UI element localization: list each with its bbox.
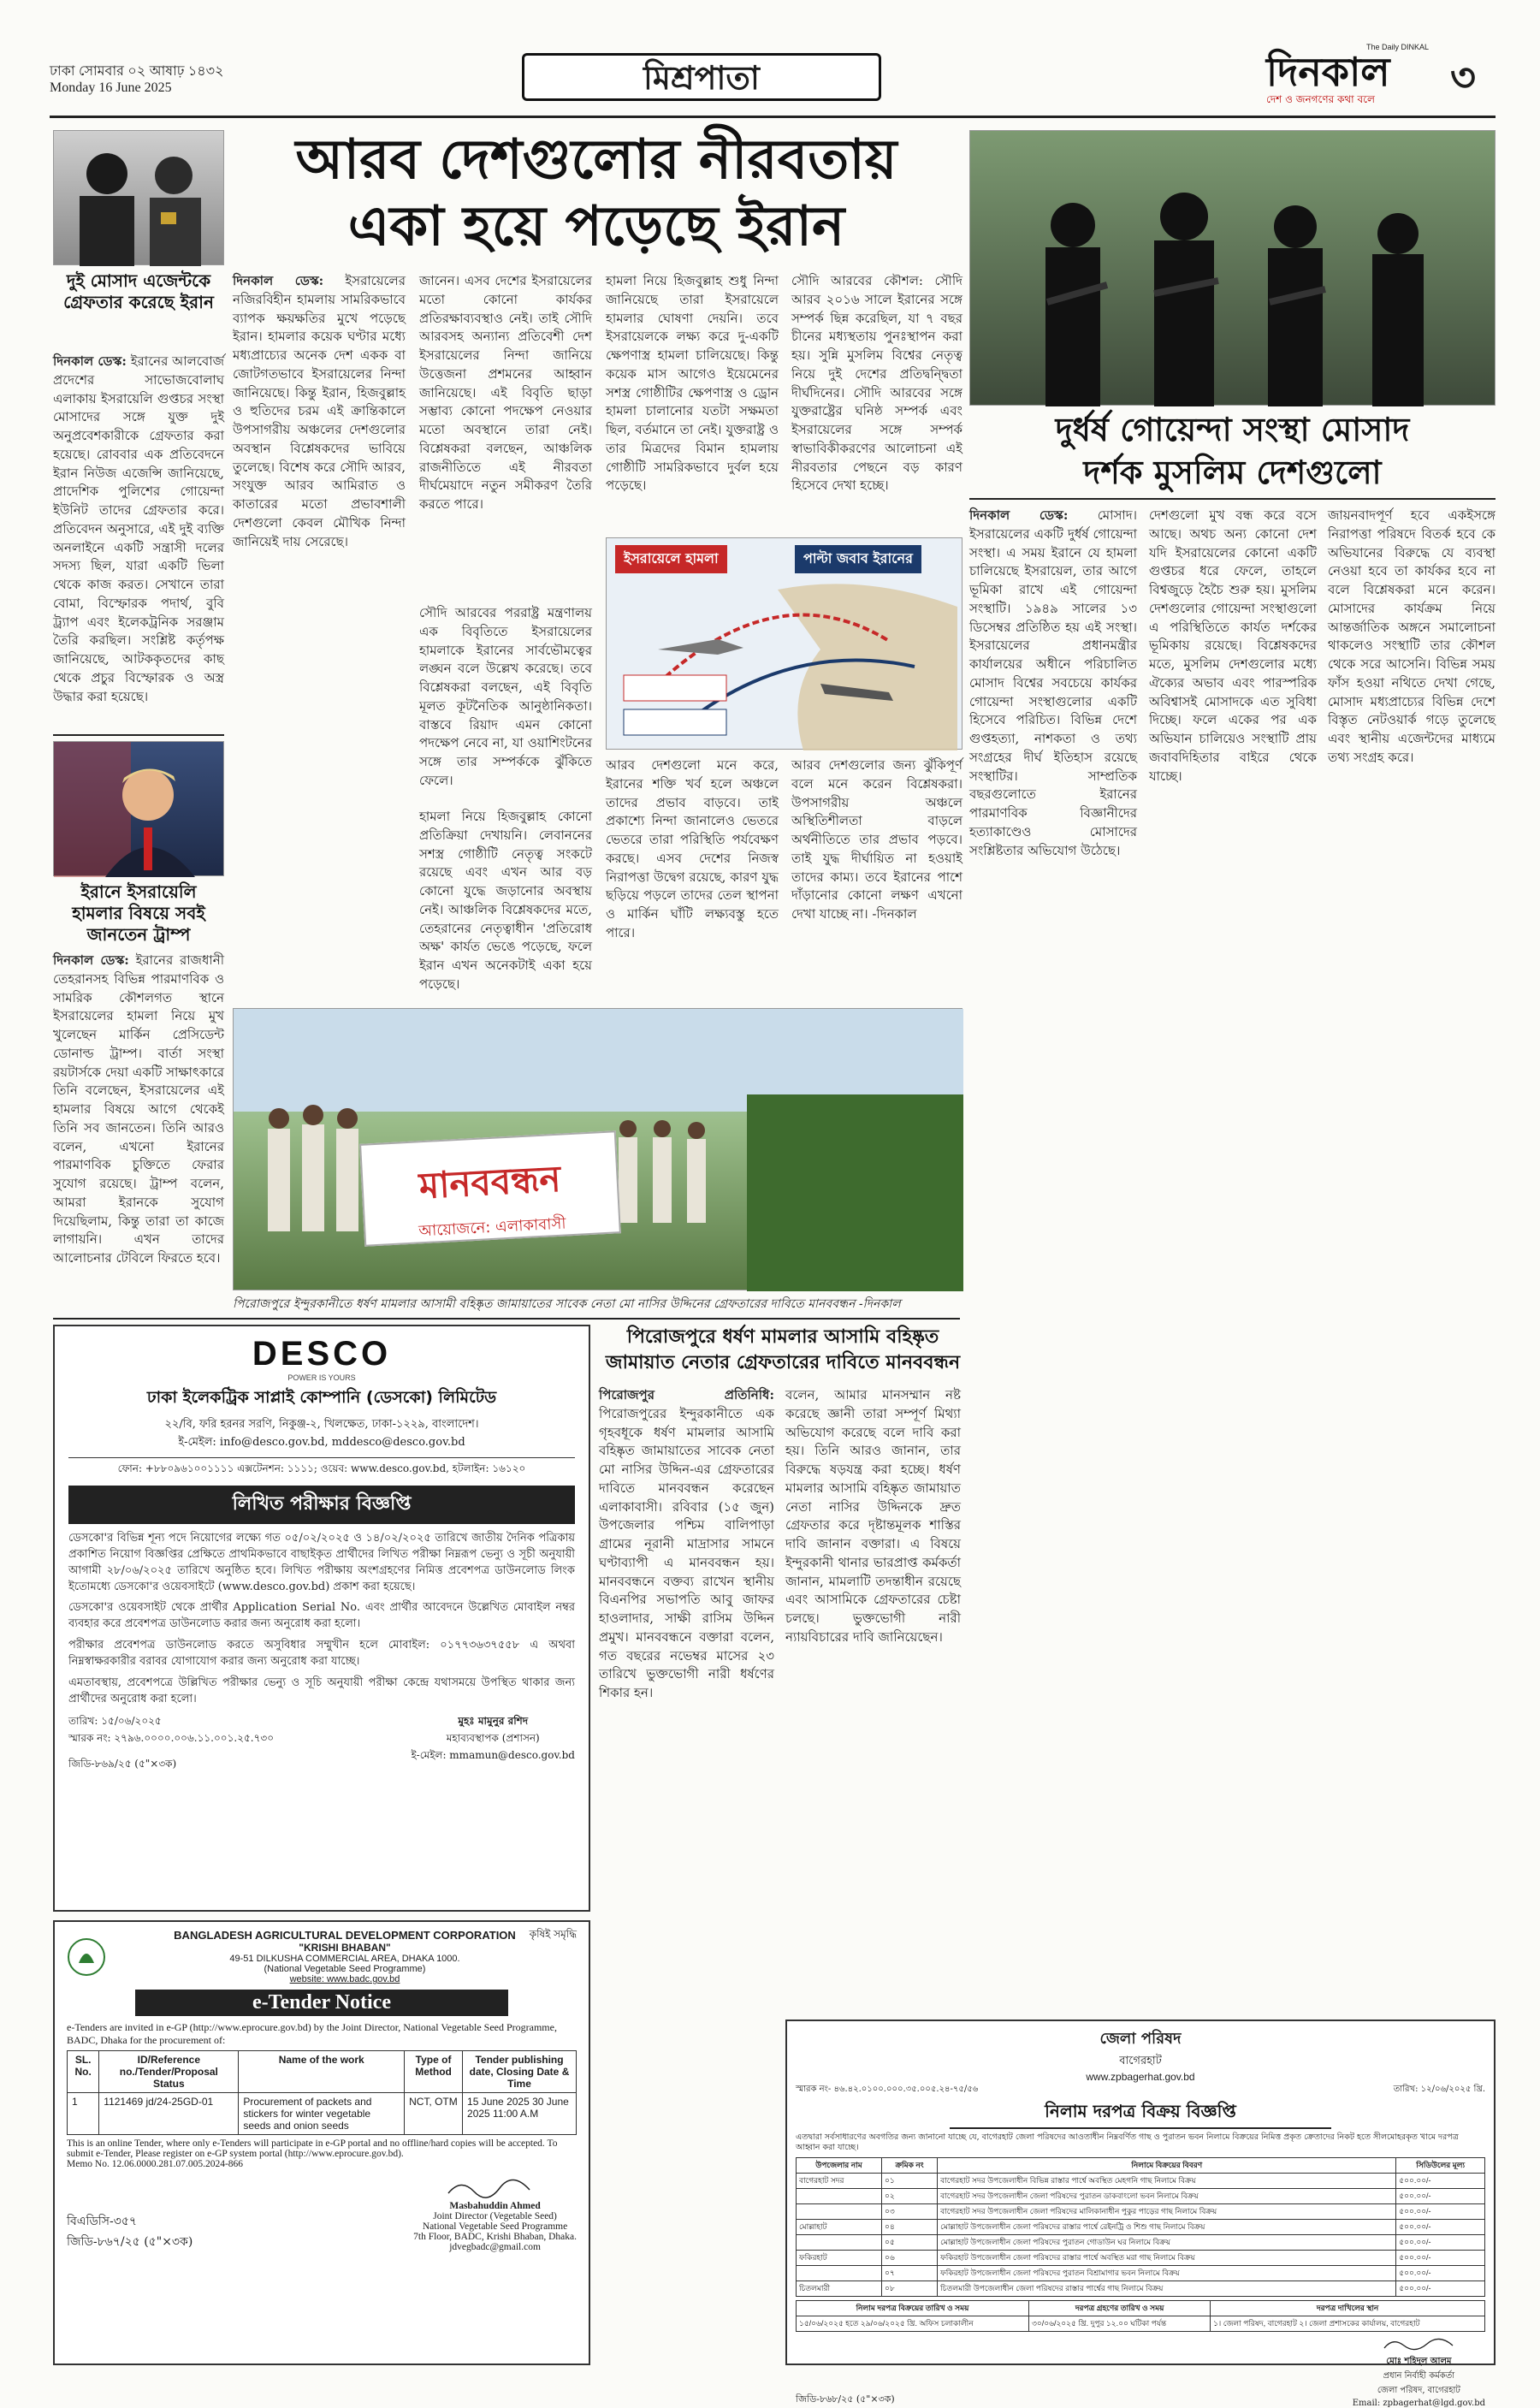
desco-footer: জিডি-৮৬৯/২৫ (৫"×৩ক) (68, 1758, 177, 1770)
soldiers-figure-icon (970, 131, 1496, 406)
zilla-td: মোল্লাহাট উপজেলাধীন জেলা পরিষদের রাস্তার পার্শ্বে রেইনট্রি ও শিশু গাছ নিলামে বিক্রয় (938, 2219, 1396, 2234)
paper-tagline: দেশ ও জনগণের কথা বলে (1266, 93, 1375, 105)
zilla-td: বাগেরহাট সদর উপজেলাধীন বিভিন্ন রাস্তার পার্শ্বে অবস্থিত মেহগনি গাছ নিলামে বিক্রয় (938, 2173, 1396, 2188)
zilla-th: নিলাম দরপত্র বিক্রয়ের তারিখ ও সময় (797, 2300, 1029, 2316)
zilla-footer: জিডি-৮৬৮/২৫ (৫"×৩ক) (796, 2393, 895, 2405)
mossad-col3: জায়নবাদপূর্ণ হবে একইসঙ্গে নিরাপত্তা পরিষদে বিতর্ক হবে কে অভিযানের বিরুদ্ধে যে ব্যবস্থা নেওয়া হবে তা কার্যকর হবে না বলে বিশ্লেষকরা মনে করেন। মোসাদের কার্যক্রম নিয়ে আন্তর্জাতিক অঙ্গনে সমালোচনা থাকলেও সংস্থাটি তার কৌশল থেকে সরে আসেনি। বিভিন্ন সময় ফাঁস হওয়া নথিতে দেখা গেছে, মোসাদ মধ্যপ্রাচ্যের বিভিন্ন দেশে বিস্তৃত নেটওয়ার্ক গড়ে তুলেছে এবং স্থানীয় এজেন্টদের মাধ্যমে তথ্য সংগ্রহ করে। (1328, 507, 1496, 765)
zilla-td: ৫০০.০০/- (1396, 2173, 1485, 2188)
masthead-date-bn: ঢাকা সোমবার ০২ আষাঢ় ১৪৩২ (50, 64, 224, 79)
banner-text: মানববন্ধন (418, 1157, 562, 1207)
zilla-signer-email: Email: zpbagerhat@lgd.gov.bd (1352, 2398, 1485, 2408)
zilla-td: মোল্লাহাট উপজেলাধীন জেলা পরিষদের পুরাতন গোডাউন ঘর নিলামে বিক্রয় (938, 2234, 1396, 2250)
left-story2-body (53, 952, 224, 1294)
pirojpur-col1 (599, 1386, 774, 2353)
mossad-agents-photo (53, 130, 224, 265)
zilla-td: ৫০০.০০/- (1396, 2265, 1485, 2280)
zilla-td: ৫০০.০০/- (1396, 2203, 1485, 2219)
mossad-headline-line2: দর্শক মুসলিম দেশগুলো (1083, 454, 1382, 491)
main-col8: আরব দেশগুলোর জন্য ঝুঁকিপূর্ণ বলে মনে করেন বিশ্লেষকরা। উপসাগরীয় অঞ্চলে অস্থিতিশীলতা বাড়লে অর্থনীতিতে তার প্রভাব পড়বে। তাই যুদ্ধ দীর্ঘায়িত না হওয়াই তাদের কাম্য। তবে ইরানের পাশে দাঁড়ানোর কোনো লক্ষণ এখনো দেখা যাচ্ছে না। -দিনকাল (791, 757, 962, 922)
zilla-td: ০৭ (881, 2265, 937, 2280)
main-col7: আরব দেশগুলো মনে করে, ইরানের শক্তি খর্ব হলে অঞ্চলে তাদের প্রভাব বাড়বে। তাই প্রকাশ্যে নিন্দা জানালেও ভেতরে ভেতরে তারা পরিস্থিতি পর্যবেক্ষণ করছে। এসব দেশের নিজস্ব নিরাপত্তা উদ্বেগ রয়েছে, কারণ যুদ্ধ ছড়িয়ে পড়লে তাদের তেল স্থাপনা ও মার্কিন ঘাঁটি লক্ষ্যবস্তু হতে পারে। (606, 757, 779, 940)
table-row (797, 2203, 1485, 2219)
desco-email: ই-মেইল: info@desco.gov.bd, mddesco@desco.gov.bd (178, 1436, 465, 1449)
desco-signer-email: ই-মেইল: mmamun@desco.gov.bd (411, 1749, 575, 1762)
table-row (68, 2093, 577, 2135)
section-title-text: মিশ্রপাতা (643, 59, 760, 97)
zilla-td: ১। জেলা পরিষদ, বাগেরহাট ২। জেলা প্রশাসকের কার্যালয়, বাগেরহাট (1211, 2316, 1485, 2331)
zilla-table (796, 2157, 1485, 2297)
iran-israel-graphic (606, 537, 962, 750)
lower-rule (53, 1318, 960, 1320)
human-chain-photo (233, 1008, 962, 1290)
zilla-table-header (797, 2157, 1485, 2173)
badc-td: 1121469 jd/24-25GD-01 (99, 2093, 239, 2135)
desco-notice-title: লিখিত পরীক্ষার বিজ্ঞপ্তি (68, 1486, 575, 1524)
left-story1-byline: দিনকাল ডেস্ক: (53, 353, 127, 369)
zilla-td: ৩০/০৬/২০২৫ খ্রি. দুপুর ১২.০০ ঘটিকা পর্যন্ত (1029, 2316, 1211, 2331)
trump-photo (53, 741, 224, 876)
main-byline: দিনকাল ডেস্ক: (233, 273, 324, 288)
badc-programme: (National Vegetable Seed Programme) (264, 1964, 426, 1974)
left-story1-body (53, 353, 224, 729)
badc-th: Type of Method (405, 2051, 463, 2093)
commandos-photo (969, 130, 1496, 406)
zilla-td: চিতলমারী উপজেলাধীন জেলা পরিষদের রাস্তার পার্শ্বের গাছ নিলামে বিক্রয় (938, 2280, 1396, 2296)
zilla-td: ৫০০.০০/- (1396, 2219, 1485, 2234)
graphic-subtitle-text: পাল্টা জবাব ইরানের (803, 550, 913, 566)
graphic-title-text: ইসরায়েলে হামলা (624, 550, 719, 566)
zilla-td: বাগেরহাট সদর (797, 2173, 882, 2188)
zilla-td: বাগেরহাট সদর উপজেলাধীন জেলা পরিষদের পুরাতন ডাকবাংলো ভবন নিলামে বিক্রয় (938, 2188, 1396, 2203)
zilla-schedule-table (796, 2300, 1485, 2332)
masthead-date-en: Monday 16 June 2025 (50, 80, 172, 95)
zilla-signer-title: প্রধান নির্বাহী কর্মকর্তা (1383, 2370, 1455, 2381)
page-number: ৩ (1450, 54, 1476, 100)
main-col2: জানেন। এসব দেশের ইসরায়েলের মতো কোনো কার্যকর প্রতিরক্ষাব্যবস্থাও নেই। তাই সৌদি আরবসহ অন্যান্য প্রতিবেশী দেশ ইসরায়েলের নিন্দা জানিয়ে উত্তেজনা প্রশমনের আহ্বান জানিয়েছে। এই বিবৃতি ছাড়া সম্ভাব্য কোনো পদক্ষেপ নেওয়ার মতো অবস্থানে তারা নেই। বিশ্লেষকরা বলছেন, আঞ্চলিক রাজনীতিতে এই নীরবতা দীর্ঘমেয়াদে নতুন সমীকরণ তৈরি করতে পারে। (419, 273, 592, 512)
badc-signer-addr: 7th Floor, BADC, Krishi Bhaban, Dhaka. (413, 2232, 577, 2242)
table-row (797, 2219, 1485, 2234)
zilla-th: দরপত্র গ্রহণের তারিখ ও সময় (1029, 2300, 1211, 2316)
badc-ad (53, 1920, 590, 2365)
map-graphic-icon (607, 538, 963, 750)
zilla-td: ফকিরহাট উপজেলাধীন জেলা পরিষদের পুরাতন বিশ্রামাগার ভবন নিলামে বিক্রয় (938, 2265, 1396, 2280)
mossad-headline-line1: দুর্ধর্ষ গোয়েন্দা সংস্থা মোসাদ (1055, 411, 1410, 448)
zilla-schedule-header (797, 2300, 1485, 2316)
badc-signature-block (67, 2176, 577, 2252)
zilla-signer: মোঃ শহিদুল আলম (1386, 2356, 1452, 2366)
main-col4: সৌদি আরবের কৌশল: সৌদি আরব ২০১৬ সালে ইরানের সঙ্গে সম্পর্ক ছিন্ন করেছিল, যা ৭ বছর চীনের মধ্যস্থতায় পুনঃস্থাপন করা হয়। সুন্নি মুসলিম বিশ্বের নেতৃত্ব নিয়ে দুই দেশের প্রতিদ্বন্দ্বিতা দীর্ঘদিনের। সৌদি আরবের সঙ্গে যুক্তরাষ্ট্রের ঘনিষ্ঠ সম্পর্ক এবং ইসরায়েলের সঙ্গে সম্পর্ক স্বাভাবিকীকরণের আলোচনা এই নীরবতার পেছনে বড় কারণ হিসেবে দেখা হচ্ছে। (791, 273, 962, 494)
banner-sub: আয়োজনে: এলাকাবাসী (418, 1214, 566, 1241)
badc-building: "KRISHI BHABAN" (299, 1942, 391, 1954)
zilla-td (797, 2188, 882, 2203)
mossad-col1 (969, 507, 1137, 1491)
desco-logo-sub: POWER IS YOURS (287, 1373, 356, 1382)
mossad-col2: দেশগুলো মুখ বন্ধ করে বসে আছে। অথচ অন্য কোনো দেশ যদি ইসরায়েলের কোনো একটি গুপ্তচর ধরে ফেলে, তাহলে বিশ্বজুড়ে হৈচৈ শুরু হয়। মুসলিম দেশগুলোর গোয়েন্দা সংস্থাগুলো এ পরিস্থিতিতে কার্যত দর্শকের ভূমিকায় রয়েছে। বিশ্লেষকদের মতে, মুসলিম দেশগুলোর মধ্যে ঐক্যের অভাব এবং পারস্পরিক অবিশ্বাসই মোসাদকে এত সুবিধা দিচ্ছে। ফলে একের পর এক অভিযান চালিয়েও সংস্থাটি প্রায় জবাবদিহিতার বাইরে থেকে যাচ্ছে। (1149, 507, 1317, 784)
badc-table (67, 2050, 577, 2135)
zilla-td: ০৩ (881, 2203, 937, 2219)
photo-caption: পিরোজপুরে ইন্দুরকানীতে ধর্ষণ মামলার আসামী বহিষ্কৃত জামায়াতের সাবেক নেতা মো নাসির উদ্দিনের গ্রেফতারের দাবিতে মানববন্ধন -দিনকাল (233, 1297, 901, 1311)
zilla-date: তারিখ: ১২/০৬/২০২৫ খ্রি. (1393, 2085, 1485, 2094)
zilla-td: ০৮ (881, 2280, 937, 2296)
paper-logo (1266, 43, 1446, 120)
desco-signature-block (68, 1714, 575, 1774)
section-title (522, 53, 881, 101)
badc-th: ID/Reference no./Tender/Proposal Status (99, 2051, 239, 2093)
zilla-th: দরপত্র দাখিলের স্থান (1211, 2300, 1485, 2316)
main-col3: হামলা নিয়ে হিজবুল্লাহ শুধু নিন্দা জানিয়েছে তারা ইসরায়েলে হামলার ঘোষণা দেয়নি। তবে ইসরায়েলকে লক্ষ্য করে দু-একটি ক্ষেপণাস্ত্র হামলা চালিয়েছে। কিন্তু কয়েক মাস আগেও ইয়েমেনের সশস্ত্র গোষ্ঠীটির ক্ষেপণাস্ত্র ও ড্রোন হামলা চালানোর যতটা সক্ষমতা ছিল, বর্তমানে তা নেই। যুক্তরাষ্ট্র ও তার মিত্রদের বিমান হামলায় গোষ্ঠীটি সামরিকভাবে দুর্বল হয়ে পড়েছে। (606, 273, 779, 494)
desco-phone: ফোন: +৮৮০৯৬১০০১১১১ এক্সটেনশন: ১১১১; ওয়েব: www.desco.gov.bd, হটলাইন: ১৬১২০ (68, 1457, 575, 1479)
zilla-td: চিতলমারী (797, 2280, 882, 2296)
zilla-td (797, 2265, 882, 2280)
zilla-td: ০৫ (881, 2234, 937, 2250)
badc-logo-icon (67, 1937, 106, 1977)
zilla-td: ০১ (881, 2173, 937, 2188)
desco-memo: স্মারক নং: ২৭৯৬.০০০০.০০৬.১১.০০১.২৫.৭৩০ (68, 1732, 275, 1745)
badc-th: SL. No. (68, 2051, 99, 2093)
main-col1 (233, 272, 406, 803)
mossad-byline: দিনকাল ডেস্ক: (969, 507, 1069, 523)
agent-figure-icon (54, 131, 225, 266)
badc-signer: Masbahuddin Ahmed (449, 2201, 541, 2211)
badc-top-right: কৃষিই সমৃদ্ধি (529, 1928, 577, 1940)
zilla-td: ৫০০.০০/- (1396, 2234, 1485, 2250)
zilla-title: নিলাম দরপত্র বিক্রয় বিজ্ঞপ্তি (950, 2099, 1331, 2129)
paper-name: দিনকাল (1266, 49, 1390, 95)
badc-memo: Memo No. 12.06.0000.281.07.005.2024-866 (67, 2159, 244, 2169)
desco-body1: ডেসকো'র বিভিন্ন শূন্য পদে নিয়োগের লক্ষ্যে গত ০৫/০২/২০২৫ ও ১৪/০২/২০২৫ তারিখে জাতীয় দৈনিক পত্রিকায় প্রকাশিত নিয়োগ বিজ্ঞপ্তির প্রেক্ষিতে প্রাথমিকভাবে বাছাইকৃত প্রার্থীদের লিখিত পরীক্ষা নিম্নরূপ ভেন্যু ও সূচী অনুযায়ী আগামী ২৮/০৬/২০২৫ তারিখে অনুষ্ঠিত হবে। লিখিত পরীক্ষায় অংশগ্রহণের নিমিত্ত প্রবেশপত্র ডাউনলোড লিংক ইতোমধ্যে ডেসকো'র ওয়েবসাইটে (www.desco.gov.bd) প্রকাশ করা হয়েছে। (68, 1532, 575, 1593)
main-col6: সৌদি আরবের পররাষ্ট্র মন্ত্রণালয় এক বিবৃতিতে ইসরায়েলের হামলাকে ইরানের সার্বভৌমত্বের লঙ্ঘন বলে উল্লেখ করেছে। তবে বিশ্লেষকরা বলছেন, এই বিবৃতি মূলত কূটনৈতিক আনুষ্ঠানিকতা। বাস্তবে রিয়াদ এমন কোনো পদক্ষেপ নেবে না, যা ওয়াশিংটনের সঙ্গে তার সম্পর্ককে ঝুঁকিতে ফেলে। (419, 605, 592, 788)
zilla-td: বাগেরহাট সদর উপজেলাধীন জেলা পরিষদের মালিকানাধীন পুকুর পাড়ের গাছ নিলামে বিক্রয় (938, 2203, 1396, 2219)
signature-icon (444, 2176, 547, 2198)
signature-icon (1380, 2335, 1457, 2352)
table-row (797, 2265, 1485, 2280)
table-row (797, 2316, 1485, 2331)
left-story2-text: ইরানের রাজধানী তেহরানসহ বিভিন্ন পারমাণবিক ও সামরিক কৌশলগত স্থানে ইসরায়েলের হামলা নিয়ে মুখ খুলেছেন মার্কিন প্রেসিডেন্ট ডোনাল্ড ট্রাম্প। বার্তা সংস্থা রয়টার্সকে দেয়া একটি সাক্ষাৎকারে তিনি বলেছেন, ইসরায়েলের এই হামলার বিষয়ে আগে থেকেই তিনি সব জানতেন। তিনি আরও বলেন, এখনো ইরানের পারমাণবিক চুক্তিতে ফেরার সুযোগ রয়েছে। ট্রাম্প বলেন, আমরা ইরানকে সুযোগ দিয়েছিলাম, কিন্তু তারা তা কাজে লাগায়নি। এখন তাদের আলোচনার টেবিলে ফিরতে হবে। (53, 952, 224, 1266)
badc-signer-prog: National Vegetable Seed Programme (422, 2221, 568, 2232)
main-col1-text: ইসরায়েলের নজিরবিহীন হামলায় সামরিকভাবে ব্যাপক ক্ষয়ক্ষতির মুখে পড়েছে ইরান। হামলার কয়েক ঘণ্টার মধ্যে মধ্যপ্রাচ্যের অনেক দেশ একক বা জোটগতভাবে ইসরায়েলের নিন্দা জানিয়েছে। কিন্তু ইরান, হিজবুল্লাহ ও হুতিদের চরম এই ক্রান্তিকালে উপসাগরীয় অঞ্চলের দেশগুলোর অবস্থান বিশ্লেষকদের ভাবিয়ে তুলেছে। বিশেষ করে সৌদি আরব, সংযুক্ত আরব আমিরাত ও কাতারের মতো প্রভাবশালী দেশগুলো কেবল মৌখিক নিন্দা জানিয়েই দায় সেরেছে। (233, 273, 406, 549)
zilla-td: ১৫/০৬/২০২৫ হতে ২৯/০৬/২০২৫ খ্রি. অফিস চলাকালীন (797, 2316, 1029, 2331)
zilla-td: মোল্লাহাট (797, 2219, 882, 2234)
badc-th: Name of the work (239, 2051, 405, 2093)
desco-signer-title: মহাব্যবস্থাপক (প্রশাসন) (446, 1732, 540, 1745)
protest-banner (359, 1130, 621, 1247)
zilla-th: নিলামে বিক্রয়ের বিবরণ (938, 2157, 1396, 2173)
desco-logo-text: DESCO (252, 1335, 392, 1373)
pirojpur-col2: বলেন, আমার মানসম্মান নষ্ট করেছে জ্ঞানী তারা সম্পূর্ণ মিথ্যা অভিযোগ করেছে বলে দাবি করা হয়। তিনি আরও জানান, তার বিরুদ্ধে ষড়যন্ত্র করা হচ্ছে। ধর্ষণ মামলার আসামি বহিষ্কৃত জামায়াত নেতা নাসির উদ্দিনকে দ্রুত গ্রেফতার করে দৃষ্টান্তমূলক শাস্তির দাবি জানান বক্তারা। এ বিষয়ে ইন্দুরকানী থানার ভারপ্রাপ্ত কর্মকর্তা জানান, মামলাটি তদন্তাধীন রয়েছে এবং আসামিকে গ্রেফতারের চেষ্টা চলছে। ভুক্তভোগী নারী ন্যায়বিচারের দাবি জানিয়েছেন। (785, 1387, 961, 1645)
paper-name-en: The Daily DINKAL (1365, 43, 1429, 51)
table-row (797, 2188, 1485, 2203)
badc-bottom1: বিএডিসি-৩৫৭ (67, 2215, 138, 2228)
desco-body4: এমতাবস্থায়, প্রবেশপত্রে উল্লিখিত পরীক্ষার ভেন্যু ও সূচি অনুযায়ী পরীক্ষা কেন্দ্রে যথাসময়ে উপস্থিত থাকার জন্য প্রার্থীদের অনুরোধ করা হলো। (68, 1676, 575, 1705)
zilla-signature-block (796, 2335, 1485, 2408)
zilla-td: ০২ (881, 2188, 937, 2203)
zilla-td (797, 2203, 882, 2219)
left-story2-byline: দিনকাল ডেস্ক: (53, 952, 129, 968)
badc-website: website: www.badc.gov.bd (289, 1974, 400, 1984)
desco-date: তারিখ: ১৫/০৬/২০২৫ (68, 1715, 162, 1728)
main-headline-line1: আরব দেশগুলোর নীরবতায় (295, 128, 897, 192)
left-divider (53, 734, 224, 736)
desco-company: ঢাকা ইলেকট্রিক সাপ্লাই কোম্পানি (ডেসকো) লিমিটেড (146, 1388, 497, 1407)
badc-td: Procurement of packets and stickers for winter vegetable seeds and onion seeds (239, 2093, 405, 2135)
masthead-rule (50, 116, 1496, 118)
main-headline-line2: একা হয়ে পড়েছে ইরান (347, 195, 845, 258)
badc-org: BANGLADESH AGRICULTURAL DEVELOPMENT CORPORATION (174, 1929, 516, 1942)
badc-th: Tender publishing date, Closing Date & Time (463, 2051, 577, 2093)
zilla-td: ৫০০.০০/- (1396, 2250, 1485, 2265)
zilla-header (796, 2026, 1485, 2083)
zilla-td: ০৬ (881, 2250, 937, 2265)
badc-signer-email: jdvegbadc@gmail.com (449, 2242, 541, 2252)
mossad-col1-text: মোসাদ। ইসরায়েলের একটি দুর্ধর্ষ গোয়েন্দা সংস্থা। এ সময় ইরানে যে হামলা চালিয়েছে ইসরায়েল, তার আগে ভূমিকা রাখে এই গোয়েন্দা সংস্থাটি। ১৯৪৯ সালের ১৩ ডিসেম্বর প্রতিষ্ঠিত হয় এই সংস্থা। ইসরায়েলের প্রধানমন্ত্রীর কার্যালয়ের অধীনে পরিচালিত মোসাদ বিশ্বের সবচেয়ে কার্যকর গোয়েন্দা সংস্থাগুলোর একটি হিসেবে পরিচিত। বিভিন্ন দেশে গুপ্তহত্যা, নাশকতা ও তথ্য সংগ্রহের দীর্ঘ ইতিহাস রয়েছে সংস্থাটির। সাম্প্রতিক বছরগুলোতে ইরানের পারমাণবিক বিজ্ঞানীদের হত্যাকাণ্ডেও মোসাদের সংশ্লিষ্টতার অভিযোগ উঠেছে। (969, 507, 1137, 858)
table-row (797, 2250, 1485, 2265)
badc-bottom2: জিডি-৮৬৭/২৫ (৫"×৩ক) (67, 2235, 193, 2249)
desco-body2: ডেসকো'র ওয়েবসাইট থেকে প্রার্থীর Application Serial No. এবং প্রার্থীর আবেদনে উল্লেখিত মোবাইল নম্বর ব্যবহার করে প্রবেশপত্র ডাউনলোড করার জন্য অনুরোধ করা হলো। (68, 1601, 575, 1631)
main-col5-c: হামলা নিয়ে হিজবুল্লাহ কোনো প্রতিক্রিয়া দেখায়নি। লেবাননের সশস্ত্র গোষ্ঠীটি নেতৃত্ব সংকটে রয়েছে এবং এখন আর বড় কোনো যুদ্ধে জড়ানোর অবস্থায় নেই। আঞ্চলিক বিশ্লেষকদের মতে, তেহরানের নেতৃত্বাধীন 'প্রতিরোধ অক্ষ' কার্যত ভেঙে পড়েছে, ফলে ইরান এখন অনেকটাই একা হয়ে পড়েছে। (419, 809, 592, 992)
table-row (797, 2173, 1485, 2188)
zilla-td: ৫০০.০০/- (1396, 2280, 1485, 2296)
badc-title: e-Tender Notice (135, 1990, 508, 2016)
pirojpur-col1-text: পিরোজপুরের ইন্দুরকানীতে এক গৃহবধূকে ধর্ষণ মামলার আসামি বহিষ্কৃত জামায়াতের সাবেক নেতা মো নাসির উদ্দিন-এর গ্রেফতারের দাবিতে মানববন্ধন করেছেন এলাকাবাসী। রবিবার (১৫ জুন) উপজেলার পশ্চিম বালিপাড়া গ্রামের নূরানী মাদ্রাসার সামনে ঘণ্টাব্যাপী এ মানববন্ধন হয়। মানববন্ধনে বক্তব্য রাখেন স্থানীয় বিএনপির সভাপতি আবু জাফর হাওলাদার, সাক্ষী রাসিম উদ্দিন প্রমুখ। মানববন্ধনে বক্তারা বলেন, গত বছরের নভেম্বর মাসের ২৩ তারিখে ভুক্তভোগী নারী ধর্ষণের শিকার হন। (599, 1405, 774, 1700)
zilla-ad (785, 2020, 1496, 2408)
zilla-intro: এতদ্বারা সর্বসাধারণের অবগতির জন্য জানানো যাচ্ছে যে, বাগেরহাট জেলা পরিষদের আওতাধীন নিম্নবর্ণিত গাছ ও পুরাতন ভবন নিলামে বিক্রয়ের নিমিত্ত প্রকৃত ক্রেতাদের নিকট হতে সীলমোহরকৃত খামে দরপত্র আহ্বান করা যাচ্ছে। (796, 2132, 1459, 2153)
zilla-memo-row (796, 2083, 1485, 2097)
badc-note: This is an online Tender, where only e-Tenders will participate in e-GP portal and no offline/hard copies will be accepted. To submit e-Tender, Please register on e-GP system portal (http://www.eprocure.gov.bd). (67, 2138, 558, 2159)
desco-ad (53, 1325, 590, 1912)
table-row (797, 2234, 1485, 2250)
zilla-td: ফকিরহাট (797, 2250, 882, 2265)
badc-td: 1 (68, 2093, 99, 2135)
left-story2-headline: ইরানে ইসরায়েলি হামলার বিষয়ে সবই জানতেন ট্রাম্প (72, 881, 205, 945)
left-story1-text: ইরানের আলবোর্জ প্রদেশের সাভোজবোলাঘ এলাকায় ইসরায়েলি গুপ্তচর সংস্থা মোসাদের সঙ্গে যুক্ত দুই অনুপ্রবেশকারীকে গ্রেফতার করা হয়েছে। রোববার এক প্রতিবেদনে ইরান নিউজ এজেন্সি জানিয়েছে, প্রাদেশিক পুলিশের গোয়েন্দা ইউনিট তাদের গ্রেফতার করে। প্রতিবেদন অনুসারে, এই দুই ব্যক্তি অনলাইনে একটি সন্ত্রাসী দলের সদস্য ছিল, যারা একটি ভিলা থেকে কাজ করত। সেখানে তারা বোমা, বিস্ফোরক পদার্থ, বুবি ট্র্যাপ এবং ইলেকট্রনিক সরঞ্জাম তৈরি করছিল। সংশ্লিষ্ট কর্তৃপক্ষ জানিয়েছে, আটককৃতদের কাছ থেকে প্রচুর বিস্ফোরক ও অস্ত্র উদ্ধার করা হয়েছে। (53, 353, 224, 704)
pirojpur-byline: পিরোজপুর প্রতিনিধি: (599, 1387, 774, 1403)
pirojpur-headline: পিরোজপুরে ধর্ষণ মামলার আসামি বহিষ্কৃত জামায়াত নেতার গ্রেফতারের দাবিতে মানববন্ধন (605, 1326, 961, 1373)
badc-signer-title: Joint Director (Vegetable Seed) (433, 2211, 557, 2221)
zilla-website: www.zpbagerhat.gov.bd (1086, 2071, 1195, 2083)
zilla-signer-org: জেলা পরিষদ, বাগেরহাট (1377, 2385, 1460, 2395)
left-story1-headline: দুই মোসাদ এজেন্টকে গ্রেফতার করেছে ইরান (63, 270, 214, 312)
desco-signer: মুহঃ মামুনুর রশিদ (458, 1715, 529, 1728)
badc-table-header (68, 2051, 577, 2093)
zilla-org: জেলা পরিষদ (1099, 2030, 1182, 2048)
desco-logo (68, 1335, 575, 1382)
badc-address: 49-51 DILKUSHA COMMERCIAL AREA, DHAKA 1000. (229, 1954, 460, 1964)
mossad-rule (969, 498, 1496, 500)
badc-td: NCT, OTM (405, 2093, 463, 2135)
zilla-memo: স্মারক নং- ৪৬.৪২.০১০০.০০০.৩৫.০০৫.২৪-৭৫/৫৬ (796, 2085, 979, 2094)
zilla-th: সিডিউলের মূল্য (1396, 2157, 1485, 2173)
table-row (797, 2280, 1485, 2296)
badc-td: 15 June 2025 30 June 2025 11:00 A.M (463, 2093, 577, 2135)
desco-address: ২২/বি, ফরি হরনর সরণি, নিকুঞ্জ-২, খিলক্ষেত, ঢাকা-১২২৯, বাংলাদেশ। (164, 1418, 479, 1431)
badc-header (67, 1929, 577, 1984)
person-portrait-icon (54, 742, 225, 877)
zilla-th: উপজেলার নাম (797, 2157, 882, 2173)
zilla-td: ৫০০.০০/- (1396, 2188, 1485, 2203)
zilla-td: ০৪ (881, 2219, 937, 2234)
desco-body3: পরীক্ষার প্রবেশপত্র ডাউনলোড করতে অসুবিধার সম্মুখীন হলে মোবাইল: ০১৭৭৩৬৩৭৫৫৮ এ অথবা নিম্নস্বাক্ষরকারীর বরাবর যোগাযোগ করার জন্য অনুরোধ করা যাচ্ছে। (68, 1639, 575, 1668)
zilla-td (797, 2234, 882, 2250)
zilla-table-body (797, 2173, 1485, 2296)
zilla-th: ক্রমিক নং (881, 2157, 937, 2173)
zilla-td: ফকিরহাট উপজেলাধীন জেলা পরিষদের রাস্তার পার্শ্বে অবস্থিত মরা গাছ নিলামে বিক্রয় (938, 2250, 1396, 2265)
badc-intro: e-Tenders are invited in e-GP (http://www.eprocure.gov.bd) by the Joint Director, National Vegetable Seed Programme, BADC, Dhaka for the procurement of: (67, 2021, 557, 2046)
zilla-district: বাগেরহাট (1119, 2055, 1162, 2067)
